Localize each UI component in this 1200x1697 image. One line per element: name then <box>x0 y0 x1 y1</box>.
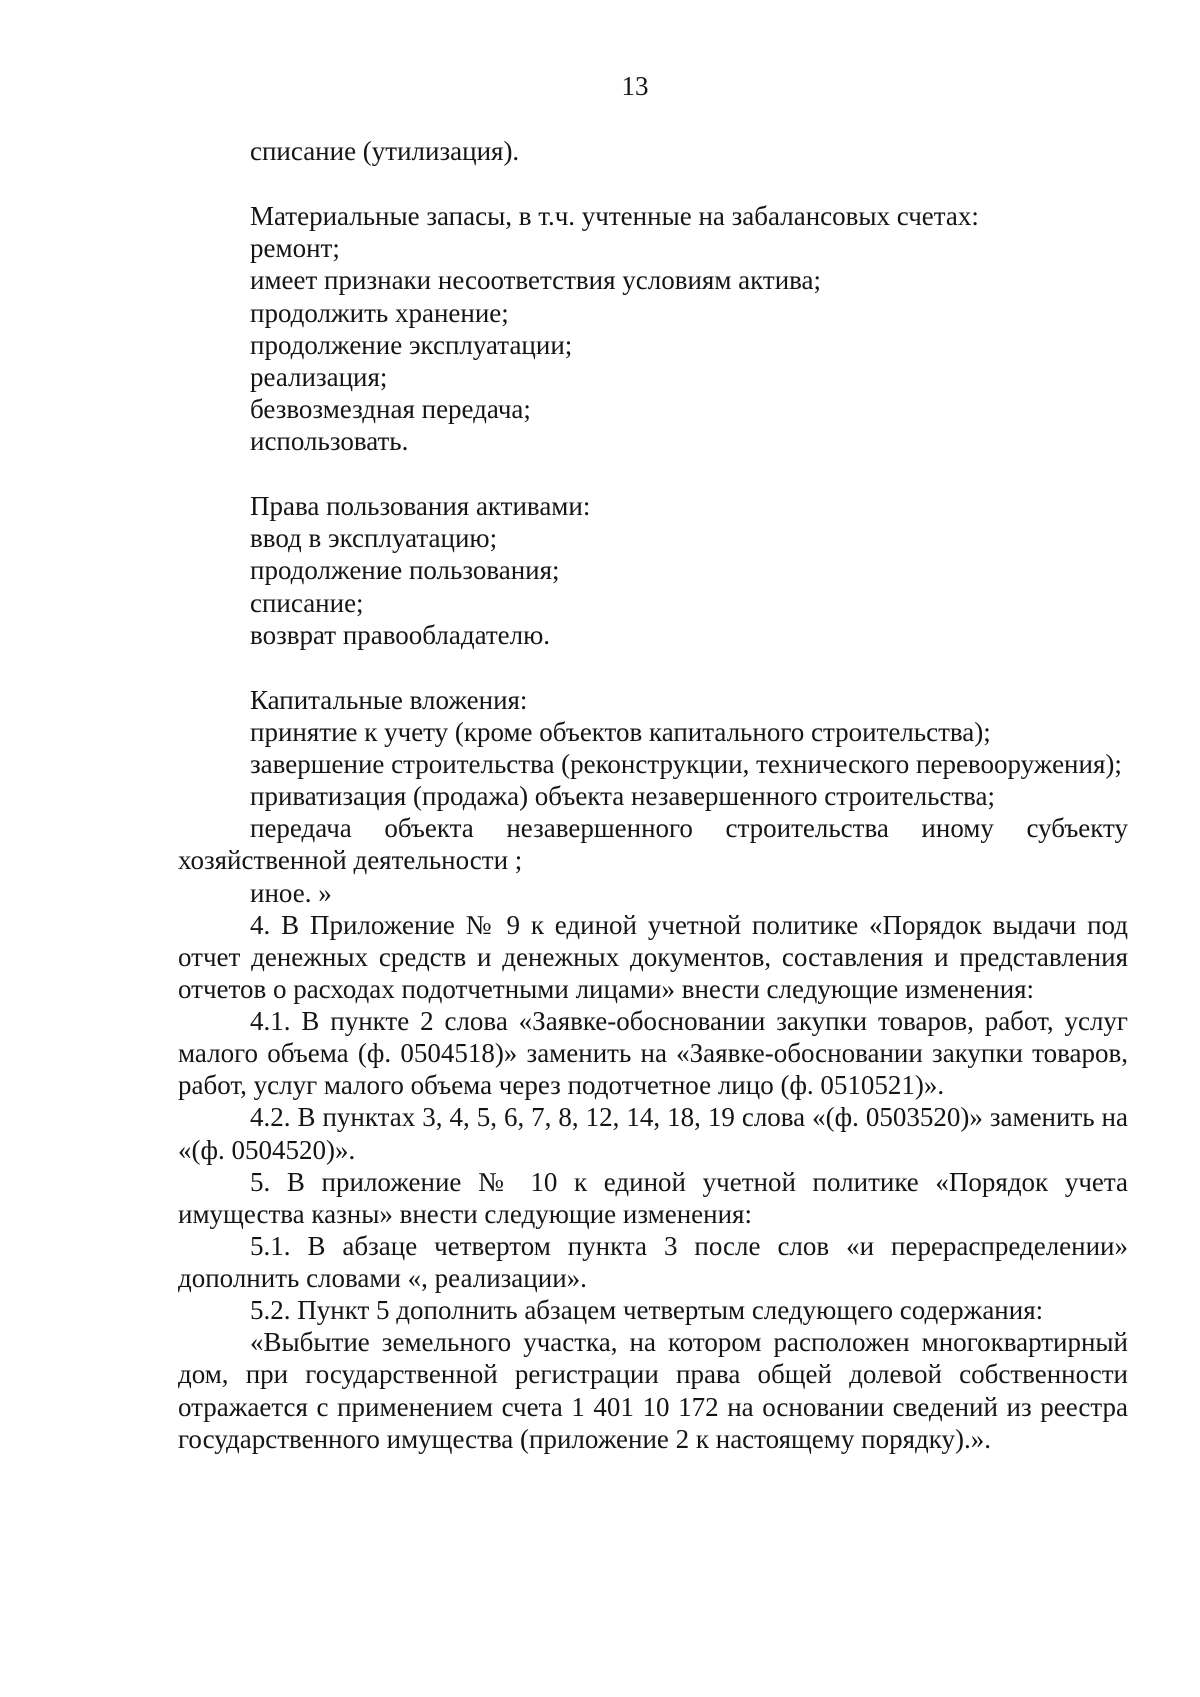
material-reserves-heading: Материальные запасы, в т.ч. учтенные на забалансовых счетах: <box>250 201 979 232</box>
material-reserves-item: использовать. <box>250 426 409 456</box>
material-reserves-item: продолжение эксплуатации; <box>250 329 573 360</box>
paragraph-4: 4. В Приложение № 9 к единой учетной политике «Порядок выдачи под отчет денежных средств и денежных документов, составления и представления отчетов о расходах подотчетными лицами» внести следующие изменения: <box>178 909 1128 1004</box>
usage-rights-item: ввод в эксплуатацию; <box>250 523 498 554</box>
paragraph-5-quote: «Выбытие земельного участка, на котором расположен многоквартирный дом, при государственной регистрации права общей долевой собственности отражается с применением счета 1 401 10 172 на основании сведений из реестра государственного имущества (приложение 2 к настоящему порядку).». <box>178 1327 1128 1454</box>
paragraph-5-1: 5.1. В абзаце четвертом пункта 3 после слов «и перераспределении» дополнить словами «, реализации». <box>178 1230 1128 1293</box>
material-reserves-item: ремонт; <box>250 233 340 264</box>
usage-rights-heading: Права пользования активами: <box>250 491 591 522</box>
intro-line: списание (утилизация). <box>250 136 520 166</box>
capital-investments-item: иное. » <box>250 877 332 908</box>
capital-investments-item: приватизация (продажа) объекта незавершенного строительства; <box>250 781 996 812</box>
material-reserves-item: продолжить хранение; <box>250 297 509 328</box>
page-number: 13 <box>621 71 649 101</box>
usage-rights-item: продолжение пользования; <box>250 555 560 586</box>
usage-rights-item: возврат правообладателю. <box>250 619 551 650</box>
capital-investments-item: принятие к учету (кроме объектов капитального строительства); <box>250 716 991 747</box>
paragraph-5-2: 5.2. Пункт 5 дополнить абзацем четвертым следующего содержания: <box>250 1295 1044 1326</box>
usage-rights-item: списание; <box>250 587 364 618</box>
material-reserves-item: имеет признаки несоответствия условиям актива; <box>250 265 822 296</box>
capital-investments-item: передача объекта незавершенного строительства иному субъекту хозяйственной деятельности ; <box>178 813 1128 876</box>
capital-investments-item: завершение строительства (реконструкции, технического перевооружения); <box>250 749 1122 779</box>
capital-investments-heading: Капитальные вложения: <box>250 684 528 715</box>
paragraph-5: 5. В приложение № 10 к единой учетной политике «Порядок учета имущества казны» внести следующие изменения: <box>178 1166 1128 1229</box>
material-reserves-item: безвозмездная передача; <box>250 393 531 424</box>
paragraph-4-2: 4.2. В пунктах 3, 4, 5, 6, 7, 8, 12, 14, 18, 19 слова «(ф. 0503520)» заменить на «(ф. 0504520)». <box>178 1102 1128 1165</box>
paragraph-4-1: 4.1. В пункте 2 слова «Заявке-обосновании закупки товаров, работ, услуг малого объема (ф. 0504518)» заменить на «Заявке-обосновании закупки товаров, работ, услуг малого объема через подотчетное лицо (ф. 0510521)». <box>178 1006 1128 1101</box>
document-body <box>178 135 1128 1455</box>
material-reserves-item: реализация; <box>250 361 388 392</box>
